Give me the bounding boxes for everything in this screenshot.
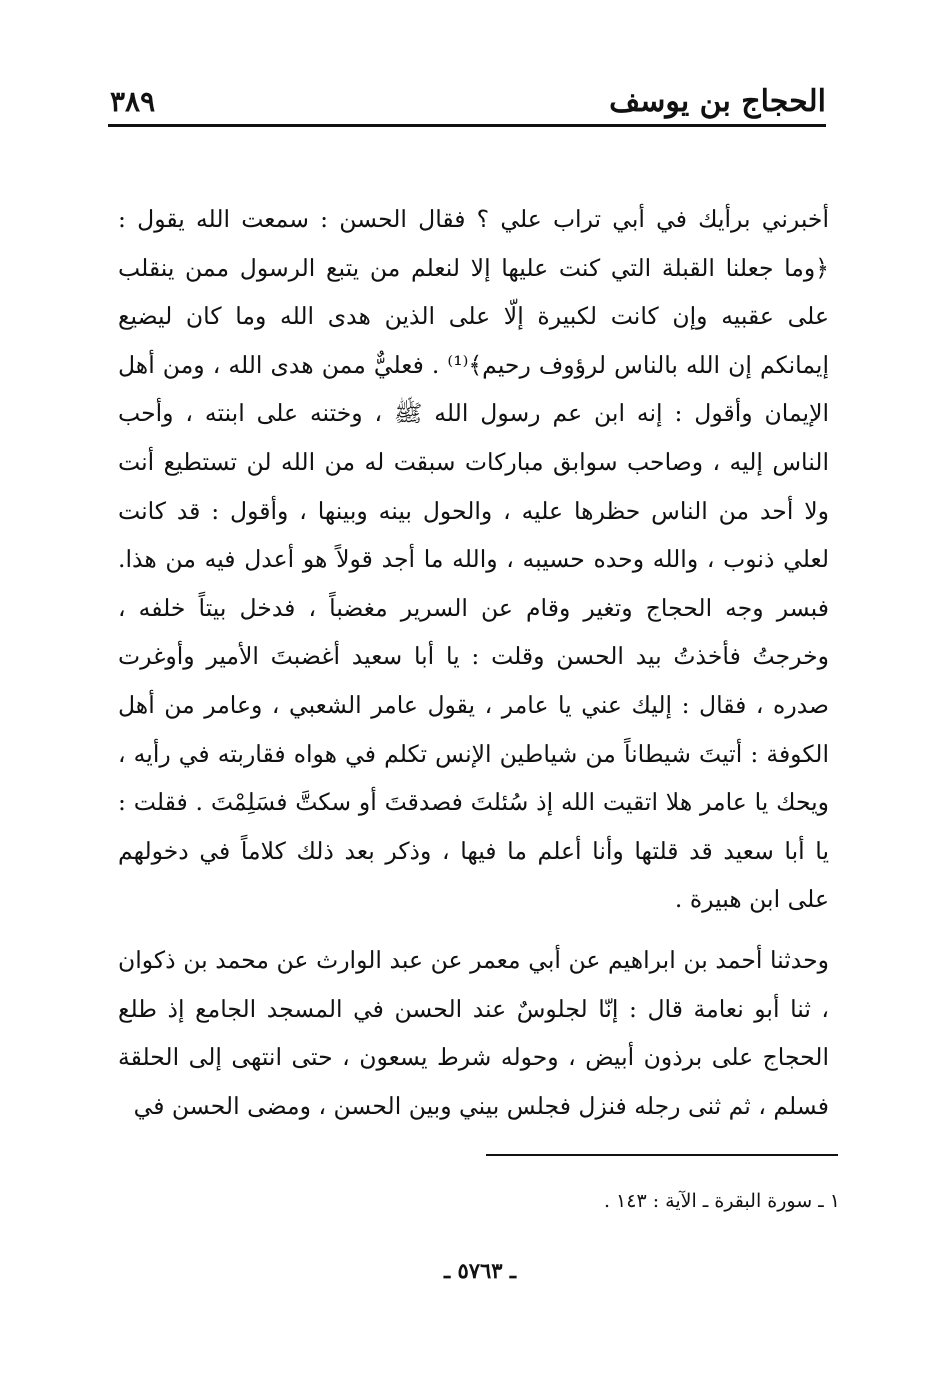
folio-number: ـ ٥٧٦٣ ـ (443, 1258, 517, 1283)
running-header (110, 78, 826, 122)
footnote-rule (486, 1154, 838, 1156)
footnote: ١ ـ سورة البقرة ـ الآية : ١٤٣ . (603, 1190, 840, 1212)
page-number: ٣٨٩ (110, 85, 156, 118)
header-rule (108, 124, 826, 127)
paragraph: وحدثنا أحمد بن ابراهيم عن أبي معمر عن عبد الوارث عن محمد بن ذكوان ، ثنا أبو نعامة قال : إنّا لجلوسٌ عند الحسن في المسجد الجامع إذ طلع الحجاج على برذون أبيض ، وحوله شرط يسعون ، حتى انتهى إلى الحلقة فسلم ، ثم ثنى رجله فنزل فجلس بيني وبين الحسن ، ومضى الحسن في (118, 945, 829, 1120)
paragraph: أخبرني برأيك في أبي تراب علي ؟ فقال الحسن : سمعت الله يقول : ﴿وما جعلنا القبلة التي كنت عليها إلا لنعلم من يتبع الرسول ممن ينقلب على عقبيه وإن كانت لكبيرة إلّا على الذين هدى الله وما كان ليضيع إيمانكم إن الله بالناس لرؤوف رحيم﴾⁽¹⁾ . فعليٌّ ممن هدى الله ، ومن أهل الإيمان وأقول : إنه ابن عم رسول الله ﷺ ، وختنه على ابنته ، وأحب الناس إليه ، وصاحب سوابق مباركات سبقت له من الله لن تستطيع أنت ولا أحد من الناس حظرها عليه ، والحول بينه وبينها ، وأقول : قد كانت لعلي ذنوب ، والله وحده حسيبه ، والله ما أجد قولاً هو أعدل فيه من هذا. فبسر وجه الحجاج وتغير وقام عن السرير مغضباً ، فدخل بيتاً خلفه ، وخرجتُ فأخذتُ بيد الحسن وقلت : يا أبا سعيد أغضبتَ الأمير وأوغرت صدره ، فقال : إليك عني يا عامر ، يقول عامر الشعبي ، وعامر من أهل الكوفة : أتيتَ شيطاناً من شياطين الإنس تكلم في هواه فقاربته في رأيه ، ويحك يا عامر هلا اتقيت الله إذ سُئلتَ فصدقتَ أو سكتَّ فسَلِمْتَ . فقلت : يا أبا سعيد قد قلتها وأنا أعلم ما فيها ، وذكر بعد ذلك كلاماً في دخولهم على ابن هبيرة . (118, 205, 830, 914)
running-title: الحجاج بن يوسف (609, 84, 826, 119)
body-text (118, 195, 829, 1130)
